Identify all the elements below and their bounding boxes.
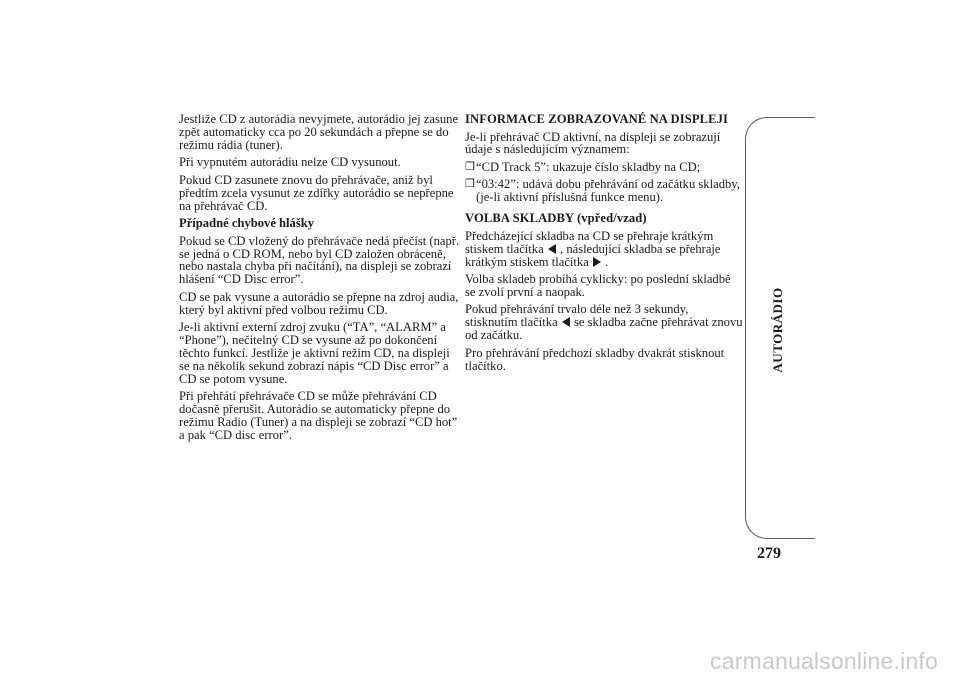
- list-item: [465, 161, 743, 174]
- right-column: [465, 113, 743, 377]
- paragraph-overheat: Při přehřátí přehrávače CD se může přehrávání CD dočasně přerušit. Autorádio se automaticky přepne do režimu Radio (Tuner) a na displeji se zobrazí “CD hot” a pak “CD disc error”.: [179, 389, 458, 443]
- paragraph-restart-track: Pokud přehrávání trvalo déle než 3 sekundy, stisknutím tlačítka se skladba začne přehrávat znovu od začátku.: [465, 302, 743, 343]
- heading-track-selection: VOLBA SKLADBY (vpřed/vzad): [465, 211, 647, 226]
- paragraph-cd-eject-source: CD se pak vysune a autorádio se přepne na zdroj audia, který byl aktivní před volbou režimu CD.: [179, 289, 459, 317]
- list-item: [465, 178, 743, 204]
- checkbox-bullet-icon: ❒: [465, 160, 475, 173]
- list-item-text: “03:42”: udává dobu přehrávání od začátku skladby, (je-li aktivní příslušná funkce menu).: [476, 177, 740, 205]
- paragraph-display-intro: Je-li přehrávač CD aktivní, na displeji se zobrazují údaje s následujícím významem:: [465, 129, 721, 157]
- paragraph-unreadable-cd: Pokud se CD vložený do přehrávače nedá přečíst (např. se jedná o CD ROM, nebo byl CD založen obráceně, nebo nastala chyba při načítání), na displeji se zobrazí hlášení “CD Disc error”.: [179, 233, 460, 287]
- previous-track-triangle-icon: [548, 244, 556, 254]
- section-label: AUTORÁDIO: [770, 287, 785, 373]
- watermark: carmanualsonline.info: [710, 648, 938, 674]
- heading-error-messages: Případné chybové hlášky: [179, 216, 315, 231]
- page-number: 279: [757, 545, 781, 562]
- paragraph-track-prev-next: Předcházející skladba na CD se přehraje krátkým stiskem tlačítka , následující skladba se přehraje krátkým stiskem tlačítka .: [465, 228, 721, 269]
- heading-display-info: INFORMACE ZOBRAZOVANÉ NA DISPLEJI: [465, 112, 729, 126]
- next-track-triangle-icon: [593, 257, 601, 267]
- checkbox-bullet-icon: ❒: [465, 178, 475, 191]
- paragraph-cyclic-selection: Volba skladeb probíhá cyklicky: po poslední skladbě se zvolí první a naopak.: [465, 272, 731, 299]
- paragraph-cd-auto-retract: Jestliže CD z autorádia nevyjmete, autorádio jej zasune zpět automaticky cca po 20 sekundách a přepne se do režimu rádia (tuner).: [179, 112, 459, 152]
- paragraph-cd-eject-off: Při vypnutém autorádiu nelze CD vysunout.: [179, 155, 401, 170]
- paragraph-cd-reinsert: Pokud CD zasunete znovu do přehrávače, aniž byl předtím zcela vysunut ze zdířky autorádio se nepřepne na přehrávač CD.: [179, 172, 454, 213]
- paragraph-external-source: Je-li aktivní externí zdroj zvuku (“TA”, “ALARM” a “Phone”), nečitelný CD se vysune až po dokončení těchto funkcí. Jestliže je aktivní režim CD, na displeji se na několik sekund zobrazí nápis “CD Disc error” a CD se potom vysune.: [179, 320, 450, 386]
- paragraph-previous-track: Pro přehrávání předchozí skladby dvakrát stisknout tlačítko.: [465, 345, 725, 373]
- previous-track-triangle-icon: [562, 317, 570, 327]
- left-column: [179, 113, 460, 447]
- list-item-text: “CD Track 5”: ukazuje číslo skladby na CD;: [476, 159, 701, 174]
